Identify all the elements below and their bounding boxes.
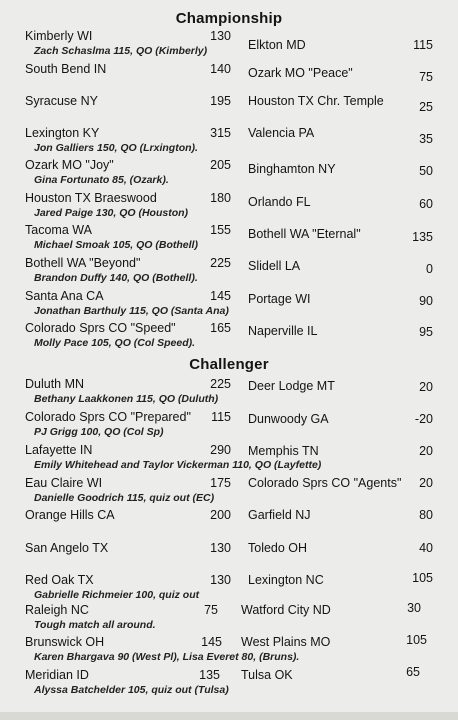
match-note: Karen Bhargava 90 (West Pl), Lisa Everet 80, (Bruns). — [34, 651, 300, 663]
team2-name: Deer Lodge MT — [248, 379, 335, 393]
team1-name: Meridian ID — [25, 668, 89, 682]
team1-name: Eau Claire WI — [25, 476, 103, 490]
team2-score: 105 — [412, 571, 433, 585]
team1-score: 135 — [199, 668, 220, 682]
match-note: Bethany Laakkonen 115, QO (Duluth) — [34, 393, 219, 405]
match-note: Danielle Goodrich 115, quiz out (EC) — [34, 492, 215, 504]
team1-name: Red Oak TX — [25, 573, 94, 587]
team1-score: 130 — [210, 573, 231, 587]
team2-name: Toledo OH — [248, 541, 308, 555]
team1-score: 145 — [201, 635, 222, 649]
match-note: Zach Schaslma 115, QO (Kimberly) — [34, 45, 208, 57]
team2-score: 35 — [419, 132, 433, 146]
team1-name: San Angelo TX — [25, 541, 109, 555]
team2-score: 105 — [406, 633, 427, 647]
team1-score: 165 — [210, 321, 231, 335]
section-title-challenger: Challenger — [189, 356, 269, 373]
match-note: PJ Grigg 100, QO (Col Sp) — [34, 426, 164, 438]
match-note: Gabrielle Richmeier 100, quiz out — [34, 589, 200, 601]
team1-name: Raleigh NC — [25, 603, 89, 617]
match-note: Jonathan Barthuly 115, QO (Santa Ana) — [34, 305, 229, 317]
team2-name: Garfield NJ — [248, 508, 311, 522]
team2-name: Bothell WA "Eternal" — [248, 227, 361, 241]
team2-name: Lexington NC — [248, 573, 324, 587]
team2-name: Binghamton NY — [248, 162, 336, 176]
team2-score: 75 — [419, 70, 433, 84]
team2-score: 115 — [413, 38, 433, 52]
team2-score: 20 — [419, 380, 433, 394]
match-note: Michael Smoak 105, QO (Bothell) — [34, 239, 198, 251]
match-note: Emily Whitehead and Taylor Vickerman 110, QO (Layfette) — [34, 459, 322, 471]
team2-score: 40 — [419, 541, 433, 555]
team1-score: 175 — [210, 476, 231, 490]
team1-name: Colorado Sprs CO "Prepared" — [25, 410, 191, 424]
match-note: Molly Pace 105, QO (Col Speed). — [34, 337, 196, 349]
team2-score: 90 — [419, 294, 433, 308]
team1-score: 155 — [210, 223, 231, 237]
page-bottom-edge — [0, 712, 458, 720]
team2-score: 25 — [419, 100, 433, 114]
team2-score: 30 — [407, 601, 421, 615]
team1-name: South Bend IN — [25, 62, 107, 76]
team1-name: Brunswick OH — [25, 635, 105, 649]
team1-score: 225 — [210, 377, 231, 391]
team2-name: Portage WI — [248, 292, 311, 306]
team1-score: 200 — [210, 508, 231, 522]
team2-score: -20 — [414, 412, 433, 426]
team2-name: Colorado Sprs CO "Agents" — [248, 476, 402, 490]
match-note: Jared Paige 130, QO (Houston) — [34, 207, 189, 219]
team2-name: Houston TX Chr. Temple — [248, 94, 384, 108]
team1-name: Kimberly WI — [25, 29, 93, 43]
team2-score: 65 — [406, 665, 420, 679]
team1-name: Lexington KY — [25, 126, 100, 140]
team1-name: Orange Hills CA — [25, 508, 115, 522]
team2-name: Ozark MO "Peace" — [248, 66, 353, 80]
team2-name: Watford City ND — [241, 603, 331, 617]
team1-score: 205 — [210, 158, 231, 172]
team2-score: 20 — [419, 476, 433, 490]
team1-name: Tacoma WA — [25, 223, 92, 237]
team1-name: Colorado Sprs CO "Speed" — [25, 321, 176, 335]
team1-score: 115 — [211, 410, 231, 424]
team1-name: Houston TX Braeswood — [25, 191, 157, 205]
team2-score: 80 — [419, 508, 433, 522]
team1-score: 130 — [210, 541, 231, 555]
team2-score: 0 — [426, 262, 433, 276]
team1-name: Ozark MO "Joy" — [25, 158, 114, 172]
team1-score: 315 — [210, 126, 231, 140]
team1-name: Syracuse NY — [25, 94, 98, 108]
team2-name: Naperville IL — [248, 324, 318, 338]
team1-name: Lafayette IN — [25, 443, 93, 457]
team2-name: Orlando FL — [248, 195, 311, 209]
team1-name: Duluth MN — [25, 377, 85, 391]
team2-name: Tulsa OK — [241, 668, 293, 682]
team2-score: 50 — [419, 164, 433, 178]
team1-score: 145 — [210, 289, 231, 303]
team1-score: 180 — [210, 191, 231, 205]
team2-name: Dunwoody GA — [248, 412, 329, 426]
team1-score: 195 — [210, 94, 231, 108]
team2-name: Slidell LA — [248, 259, 301, 273]
team2-name: West Plains MO — [241, 635, 331, 649]
team2-name: Elkton MD — [248, 38, 306, 52]
team2-score: 135 — [412, 230, 433, 244]
team2-name: Memphis TN — [248, 444, 319, 458]
team2-score: 95 — [419, 325, 433, 339]
match-note: Gina Fortunato 85, (Ozark). — [34, 174, 169, 186]
team1-score: 130 — [210, 29, 231, 43]
match-note: Brandon Duffy 140, QO (Bothell). — [34, 272, 198, 284]
match-note: Alyssa Batchelder 105, quiz out (Tulsa) — [34, 684, 229, 696]
team2-name: Valencia PA — [248, 126, 315, 140]
match-note: Jon Galliers 150, QO (Lrxington). — [34, 142, 198, 154]
team1-name: Santa Ana CA — [25, 289, 104, 303]
team2-score: 60 — [419, 197, 433, 211]
team1-score: 290 — [210, 443, 231, 457]
team1-name: Bothell WA "Beyond" — [25, 256, 141, 270]
team1-score: 140 — [210, 62, 231, 76]
section-title-championship: Championship — [175, 10, 283, 27]
team1-score: 225 — [210, 256, 231, 270]
match-note: Tough match all around. — [34, 619, 156, 631]
team2-score: 20 — [419, 444, 433, 458]
team1-score: 75 — [204, 603, 218, 617]
